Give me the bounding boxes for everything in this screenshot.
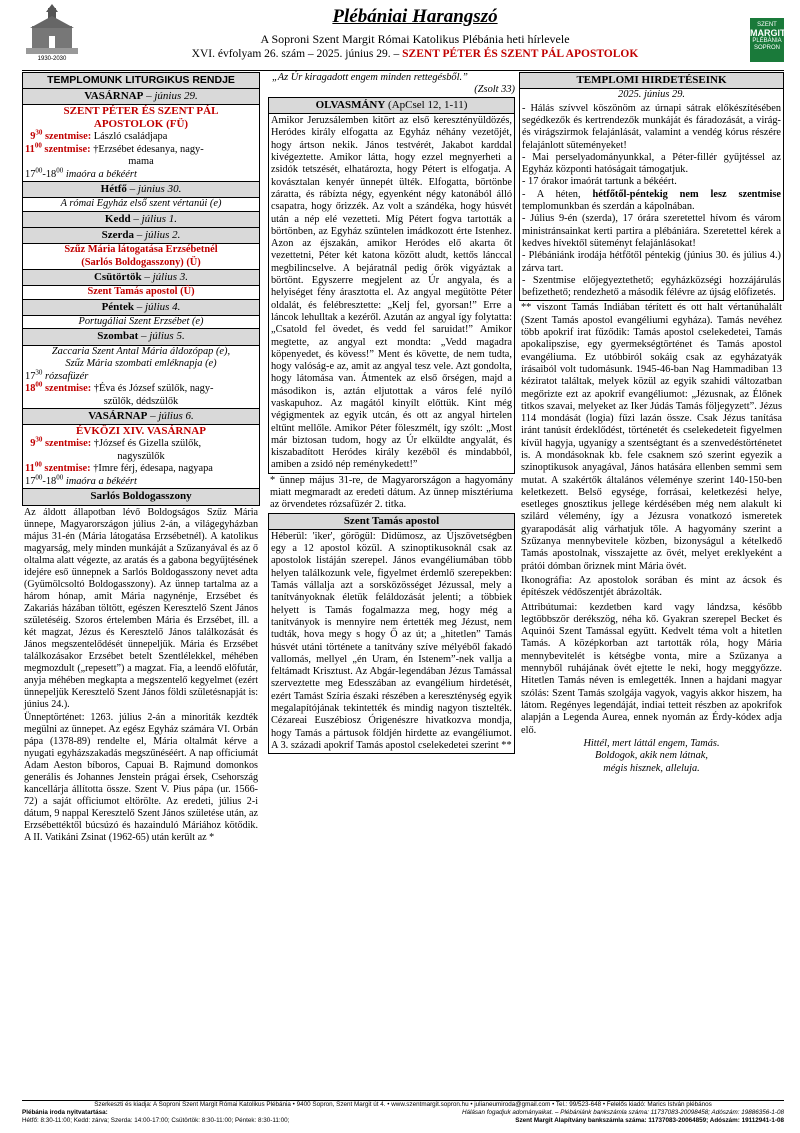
thursday-heading: Csütörtök – július 3. [23,269,259,286]
notices-box [519,72,784,301]
issue-line: XVI. évfolyam 26. szám – 2025. június 29. – SZENT PÉTER ÉS SZENT PÁL APOSTOLOK [191,48,639,61]
tamas-attributes: Attribútumai: kezdetben kard vagy lándzsa, később legtöbbször derékszög, néha kő. Gyakran szerepel Becket és Aquinói Szent Tamással együtt. Kedvelt téma volt a hitetlen Tamás. A középkorban azt tartották róla, hogy Mária mennybevitelét is kétségbe vonta, mire a Szűzanya a mennyből ruhájának övét ejtette le neki, hogy meggyőzze. Hitetlen Tamás néven is emlegették. Innen a hajdani magyar szólás: Szent Tamás szolgája vagyok, vagyis akkor hiszem, ha látom. Regényes legendáját, indiai tetteit részben az apokrifok alapján a Legenda Aurea, ennek nyomán az Érdy-kódex adja elő. [521,601,782,736]
notice-item: - Szentmise előjegyeztethető; egyházközségi hozzájárulás befizethető; rendezhető a második félévre az újság előfizetés. [522,274,781,299]
column-liturgy [22,72,260,845]
friday-note: Portugáliai Szent Erzsébet (e) [78,315,204,327]
tuesday-heading: Kedd – július 1. [23,211,259,228]
monday-note: A római Egyház első szent vértanúi (e) [60,198,222,210]
column-notices [519,72,784,775]
mass-sat-1800: $18^{00}$ szentmise: †Éva és József szülők, nagy- szülők, dédszülők [25,380,214,407]
mass-sun2-930: $9^{30}$ szentmise: †József és Gizella szülők, nagyszülők [30,435,202,462]
masthead [90,6,740,62]
footer [22,1100,784,1125]
szent-margit-logo: SZENT MARGIT PLÉBÁNIA SOPRON [750,18,784,62]
church-logo-text: 1930-2030 [37,56,67,62]
sunday2-heading: VASÁRNAP – július 6. [23,408,259,425]
mass-sun2-1100: $11^{00}$ szentmise: †Imre férj, édesapa, nagyapa [25,460,213,475]
column-reading [268,72,515,754]
sunday1-feast: SZENT PÉTER ÉS SZENT PÁL APOSTOLOK (FÜ) [63,104,219,130]
wednesday-feast: Szűz Mária látogatása Erzsébetnél (Sarlós Boldogasszony) (Ü) [64,244,218,268]
tamas-continued-text: ** viszont Tamás Indiában térített és ott halt vértanúhalált (Szent Tamás apostol evangéliumi egyháza). Tamás nevéhez több apokrif irat fűződik: Tamás apostol cselekedetei, Tamás apokalipszise, egy gyermekségtörténet és Tamás apostol evangéliuma. Ez utóbbiról sokáig csak az egyházatyák írásaiból volt tudomásunk. 1945-46-ban Nag Hammadiban 13 kéziratot találtak, melyek közül az egyik szahidi változatban megőrizte ezt az apokrif evangéliumot: „Jézusnak, az Élőnek titkos szavai, melyeket az Iker Júdás Tamás följegyzett”. Jézus 114 mondását (logia) fűzi lazán össze. Csak Jézus tanítása iránt tanúsít érdeklődést, történetét és cselekedeteit figyelmen kívül hagyja, ugyanígy a szentségtant és a szenvedéstörténetet is. A mondásoknak kb. fele csaknem szó szerint egyezik a szinoptikusok anyagával, János hatására ellenben semmi sem mutat. A szakértők általános véleménye szerint 140-150-ben keletkezett. Belső egysége, forrásai, keletkezési helye, esetleges gnosztikus jellege kérdésében még nem alakult ki szilárd vélemény, így a Jézusra vonatkozó ismeretek gyarapodását alig várhatjuk tőle. A hagyomány szerint a Szűzanya mennybevitele közben, bizonyságul a kételkedő Tamás apostolnak, visszajette az övét, melyet ereklyeként a prátói dómban őriznek mint Mária övét. [521,302,782,572]
friday-heading: Péntek – július 4. [23,299,259,316]
notices-list [520,102,783,301]
sarlos-heading: Sarlós Boldogasszony [23,488,259,504]
notice-item: - Július 9-én (szerda), 17 órára szeretettel hívom és várom ministránsainkat kerti partira a plébániára. Szeretettel kérek a kedves hívektől süteményt felajánlásokat! [522,213,781,249]
prayer-sun1: $17^{00}-18^{00}$ imaóra a békéért [25,166,137,180]
footer-row-2: Plébánia iroda nyitvatartása: Hálásan fogadjuk adományaikat. – Plébániánk bankszámla száma: 11737083-20098458; Adószám: 19886356-1-08 [22,1108,784,1116]
closing-poem: Hittél, mert láttál engem, Tamás. Boldogok, akik nem látnak, mégis hisznek, alleluja. [583,737,720,774]
saturday-heading: Szombat – július 5. [23,328,259,345]
tamas-heading: Szent Tamás apostol [269,514,514,530]
prayer-sun2: $17^{00}-18^{00}$ imaóra a békéért [25,473,137,487]
tamas-iconography: Ikonográfia: Az apostolok sorában és mint az ácsok és építészek védőszentjét ábrázolták. [521,574,782,599]
tamas-box [268,513,515,755]
rosary-sat: $17^{30}$ rózsafüzér [25,368,89,382]
liturgy-heading: TEMPLOMUNK LITURGIKUS RENDJE [23,73,259,88]
notice-item: - Hálás szívvel köszönöm az úrnapi sátrak előkészítésében segédkezők és kertrendezők munkáját és fáradozását, a virág- és virágszirmok felajánlását, valamint a vendég kórus részére felajánlott süteményeket! [522,102,781,151]
reading-heading: OLVASMÁNY (ApCsel 12, 1-11) [269,98,514,114]
notice-item: - 17 órakor imaórát tartunk a békéért. [522,176,677,188]
notice-item: - Mai perselyadományunkkal, a Péter-fillér gyűjtéssel az Egyház központi hatóságait támogatjuk. [522,151,781,176]
newsletter-subtitle: A Soproni Szent Margit Római Katolikus Plébánia heti hírlevele [260,31,570,46]
newsletter-title: Plébániai Harangszó [332,6,498,27]
wednesday-heading: Szerda – július 2. [23,228,259,244]
header-divider [22,70,784,71]
notices-heading: TEMPLOMI HIRDETÉSEINK [520,73,783,89]
sunday1-heading: VASÁRNAP – június 29. [23,88,259,105]
reading-text: Amikor Jeruzsálemben kitört az első keresztényüldözés, Heródes király elfogatta az Egyház néhány vezetőjét, hogy ártson nekik. János testvérét, Jakabot karddal kivégeztette. Amikor látta, hogy ezzel megnyerheti a zsidók tetszését, elhatározta, hogy Pétert is elfogatja. A kovásztalan kenyér ünnepét ülték. Elfogatta, börtönbe záratta, és rábízta négy, egyenként négy katonából álló csapatra, hogy őrizzék. Az volt a szándéka, hogy húsvét után a nép elé vezetteti. Míg Pétert fogva tartották a börtönben, az Egyház szüntelen imádkozott érte Istenhez. Azon az éjszakán, amikor Heródes elő akarta őt vezettetni, Péter két katona között aludt, kettős lánccal megbilincselve. A bejáratnál pedig őrök vigyáztak a börtönt. Egyszerre megjelent az Úr angyala, és a helyiséget fény árasztotta el. Az angyal megütötte Péter oldalát, és felébresztette: „Kelj fel, gyorsan!” Erre a láncok lehulltak a kezéről. Azután az angyal így folytatta: „Csatold fel övedet, és vedd fel saruidat!” Amikor megtette, az angyal ezt mondta: „Vedd magadra köpenyedet, és kövess!” Ment és követte, de nem tudta, hogy valóság-e az, amit az angyal tesz vele. Azt gondolta, hogy látomása van. Átmentek az első őrségen, majd a másodikon is, aztán eljutottak a város felé nyíló vaskapuhoz. Az magától kinyílt előttük. Kint még végigmentek az egyik utcán, és ott az angyal hirtelen eltűnt mellőle. Amikor Péter föleszmélt, így szólt: „Most már biztosan tudom, hogy az Úr elküldte angyalát, és kiszabadított Heródes király kezéből és mindabból, amiben a zsidó nép reménykedett!” [271,115,512,471]
liturgy-box [22,72,260,506]
sarlos-text: Az áldott állapotban lévő Boldogságos Szűz Mária ünnepe, Magyarországon július 2-án, a világegyházban május 31-én (Mária látogatása Erzsébetnél). A katolikus magyarság, mely minden munkáját a Szűzanyával és az ő oltalma alatt végezte, az aratás és a gabona begyűjtésének idejére eső ünnepnek a Sarlós Boldogasszony nevet adta (Gyümölcsoltó Boldogasszony). Az ünnep tartalma az a három hónap, amit Mária nagynénje, Erzsébet és Zakariás házában töltött, egészen Keresztelő Szent János születéséig. Szoros értelemben Mária és Erzsébet, ill. a két magzat, Jézus és Keresztelő János találkozását és János megszentelődését ünnepeljük. Mária és Erzsébet találkozásakor Erzsébet betelt Szentlélekkel, méhében megmozdult („repesett”) a magzat. Fia, a leendő előfutár, anyja méhében megkapta a megszentelő kegyelmet (ezért ünnepeljük Keresztelő Szent János földi születésnapját is: június 24.). [24,506,258,710]
reading-quote-ref: (Zsolt 33) [474,84,515,96]
saturday-note: Zaccaria Szent Antal Mária áldozópap (e), Szűz Mária szombati emléknapja (e) [51,345,231,370]
footer-row-3: Hétfő: 8:30-11:00; Kedd: zárva; Szerda: 14:00-17:00; Csütörtök: 8:30-11:00; Péntek: 8:30-11:00; Szent Margit Alapítvány bankszámla száma: 11737083-20064859; Adószám: 19112941-1-08 [22,1116,784,1124]
tamas-text: Héberül: 'iker', görögül: Didümosz, az Újszövetségben egy a 12 apostol közül. A szinoptikusoknál csak az apostolok listáján szerepel. János evangéliumában több helyen találkozunk vele, figyelmet érdemlő szerepekben: Tamás vállalja azt a sorsközösséget Jézussal, mely a tanítványoknak életük feláldozását jelenti; a többiek helyett is Tamás fogalmazza meg, hogy még a tanítványok is mennyire nem értették meg Jézust, nem tudták, hova megy s hogy Ő az út; a „hitetlen” Tamás húsvét utáni története a tanítvány szíve mélyéből fakadó vallomás, mellyel „én Uram, én Istenem”-nek vallja a feltámadt Krisztust. Az Abgár-legendában Jézus Tamással szerveztette meg Edesszában az evangélium hirdetését, ezért Tamást Szíria északi részében a kereszténység egyik megalapítójának tekintették és mindig nagyon tisztelték. Cézareai Euszébiosz Órigenészre hivatkozva mondja, hogy Tamás a pártusok földjén hirdette az evangéliumot. A 3. századi apokrif Tamás apostol cselekedetei szerint ** [271,530,512,751]
church-logo-icon [22,4,82,62]
monday-heading: Hétfő – június 30. [23,181,259,198]
notices-date: 2025. június 29. [618,89,685,101]
mass-sun1-930: $9^{30}$ szentmise: László családjapa [30,128,168,143]
reading-quote: „Az Úr kiragadott engem minden rettegésből.” [272,72,468,83]
mass-sun1-1100: $11^{00}$ szentmise: †Erzsébet édesanya, nagy- mama [25,141,204,168]
sarlos-text-history: Ünneptörténet: 1263. július 2-án a minoriták kezdték megülni az ünnepet. Az egész Egyház számára VI. Orbán pápa (1378-89) rendelte el, Mária oltalmát kérve a nyugati egyházszakadás megszűnéséért. A nap officiumát Adam Aeston bíboros, Capuai B. Rajmund domonkos generális és Johannes Jenstein prágai érsek, Csehország kancellárja állította össze. Szent V. Pius pápa (ur. 1566-72) a saját officiumot eltörölte. Az eredeti, július 2-i dátum, 9 nappal Keresztelő Szent János születése után, az Erzsébettéktől búcsúzó és hazainduló Máriához kötődik. A II. Vatikáni Zsinat (1962-65) után került az * [24,711,258,843]
thursday-feast: Szent Tamás apostol (Ü) [87,286,195,298]
reading-box [268,97,515,474]
sunday2-feast: ÉVKÖZI XIV. VASÁRNAP [76,425,206,438]
notice-item: - Plébániánk irodája hétfőtől péntekig (június 30. és július 4.) zárva tart. [522,250,781,274]
notice-item: - A héten, hétfőtől-péntekig nem lesz szentmise templomunkban és szerdán a kápolnában. [522,188,781,213]
reading-footnote: * ünnep május 31-re, de Magyarországon a hagyomány miatt megmaradt az eredeti dátum. Az ünnep misztériuma az örvendetes rózsafüzér 2. titka. [270,474,513,511]
footer-publisher: Szerkeszti és kiadja: A Soproni Szent Margit Római Katolikus Plébánia • 9400 Sopron, Szent Margit út 4. • www.szentmargit.sopron.hu • julianeumiroda@gmail.com • Tel.: 99/523-648 • Felelős kiadó: Marics István plébános [94,1101,712,1108]
